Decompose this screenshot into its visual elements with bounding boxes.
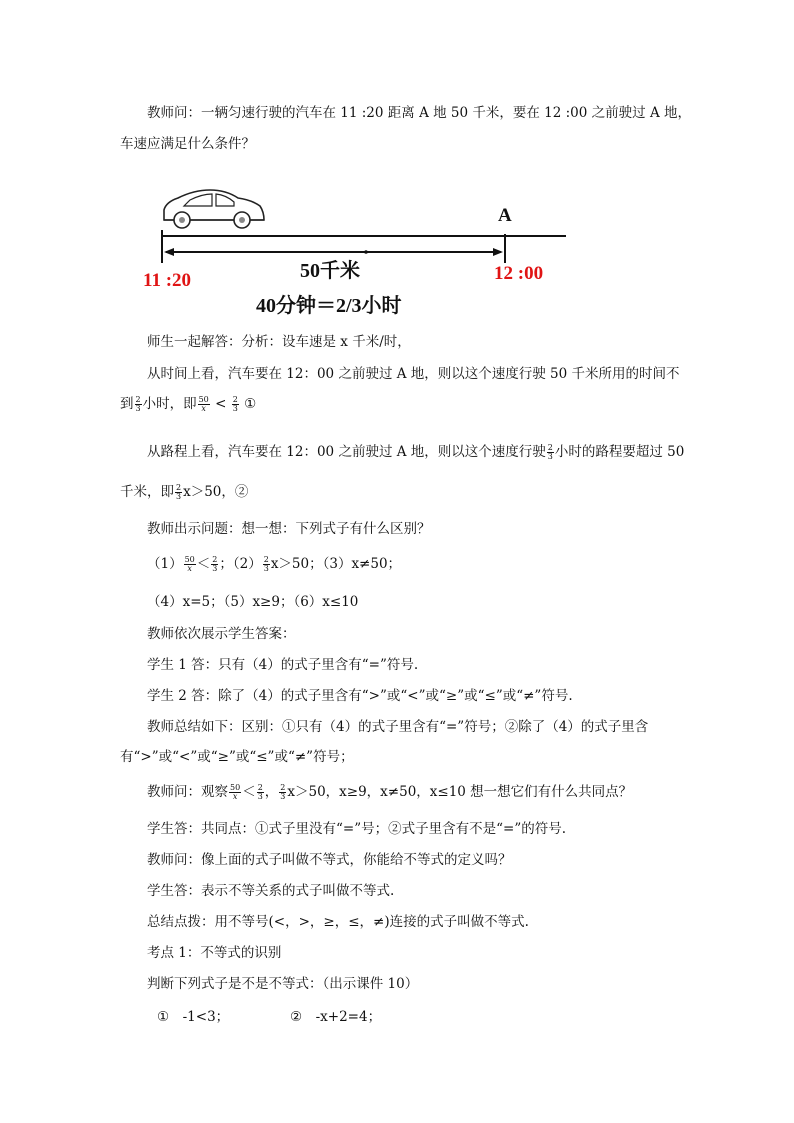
text: 到 (120, 396, 134, 412)
car-icon (160, 186, 266, 230)
question-items-2: （4）x=5；（5）x≥9；（6）x≤10 (147, 594, 359, 610)
judge-instruction: 判断下列式子是不是不等式：（出示课件 10） (147, 976, 419, 992)
question-items-1 (147, 555, 401, 573)
start-time-label: 11 :20 (143, 270, 192, 291)
fraction-fifty-over-x: $\frac{50}{x}$ (198, 395, 209, 413)
text: 从路程上看，汽车要在 12：00 之前驶过 A 地，则以这个速度行驶 (147, 444, 546, 460)
analysis-line-3 (120, 395, 256, 413)
distance-diagram (150, 225, 580, 265)
text: ；（2） (219, 556, 262, 572)
fraction-two-thirds: $\frac{2}{3}$ (232, 395, 238, 413)
text: x＞50，x≥9，x≠50，x≤10 想一想它们有什么共同点？ (287, 784, 633, 800)
example-1: ① -1<3； (157, 1009, 230, 1025)
kaodian-heading: 考点 1：不等式的识别 (147, 945, 282, 961)
fraction-two-thirds: $\frac{2}{3}$ (212, 555, 218, 573)
fraction-two-thirds: $\frac{2}{3}$ (176, 483, 182, 501)
analysis-line-4 (147, 443, 684, 461)
fraction-two-thirds: $\frac{2}{3}$ (257, 783, 263, 801)
analysis-line-2: 从时间上看，汽车要在 12：00 之前驶过 A 地，则以这个速度行驶 50 千米所用的时间不 (147, 366, 680, 382)
fraction-fifty-over-x: $\frac{50}{x}$ (230, 783, 241, 801)
observe-line (147, 783, 632, 801)
common-point-answer: 学生答：共同点：①式子里没有“=”号；②式子里含有不是“=”的符号. (147, 821, 567, 837)
fraction-fifty-over-x: $\frac{50}{x}$ (184, 555, 195, 573)
text: ① (239, 396, 257, 412)
point-a-label: A (498, 205, 512, 226)
text: 教师问：观察 (147, 784, 228, 800)
fraction-two-thirds: $\frac{2}{3}$ (135, 395, 141, 413)
summary-point: 总结点拨：用不等号(<，>，≥，≤，≠)连接的式子叫做不等式. (147, 914, 529, 930)
student-2-answer: 学生 2 答：除了（4）的式子里含有“>”或“<”或“≥”或“≤”或“≠”符号. (147, 688, 573, 704)
distance-label: 50千米 (300, 260, 360, 282)
figure (0, 0, 794, 330)
fraction-two-thirds: $\frac{2}{3}$ (280, 783, 286, 801)
intro-line-1: 教师问：一辆匀速行驶的汽车在 11 :20 距离 A 地 50 千米，要在 12 :00 之前驶过 A 地， (147, 105, 691, 121)
less-than: < (210, 396, 231, 412)
text: 千米，即 (120, 484, 174, 500)
text: （1） (147, 556, 183, 572)
definition-answer: 学生答：表示不等关系的式子叫做不等式. (147, 883, 395, 899)
definition-question: 教师问：像上面的式子叫做不等式，你能给不等式的定义吗？ (147, 852, 512, 868)
end-time-label: 12 :00 (494, 263, 544, 284)
analysis-line-5 (120, 483, 248, 501)
text: 小时的路程要超过 50 (554, 444, 685, 460)
intro-line-2: 车速应满足什么条件？ (120, 136, 255, 152)
text: ＜ (242, 784, 256, 800)
fraction-two-thirds: $\frac{2}{3}$ (547, 443, 553, 461)
text: x＞50；（3）x≠50； (270, 556, 402, 572)
summary-line-2: 有“>”或“<”或“≥”或“≤”或“≠”符号； (120, 749, 354, 765)
text: ＜ (196, 556, 211, 572)
answers-intro: 教师依次展示学生答案： (147, 626, 296, 642)
example-2: ② -x+2=4； (290, 1009, 382, 1025)
analysis-line-1: 师生一起解答：分析：设车速是 x 千米/时， (147, 334, 411, 350)
question-line: 教师出示问题：想一想：下列式子有什么区别？ (147, 521, 431, 537)
text: ， (264, 784, 279, 800)
text: x＞50，② (183, 484, 249, 500)
fraction-two-thirds: $\frac{2}{3}$ (263, 555, 269, 573)
student-1-answer: 学生 1 答：只有（4）的式子里含有“=”符号. (147, 657, 419, 673)
summary-line-1: 教师总结如下：区别：①只有（4）的式子里含有“=”符号；②除了（4）的式子里含 (147, 719, 649, 735)
text: 小时，即 (142, 396, 197, 412)
duration-label: 40分钟＝2/3小时 (256, 295, 402, 317)
